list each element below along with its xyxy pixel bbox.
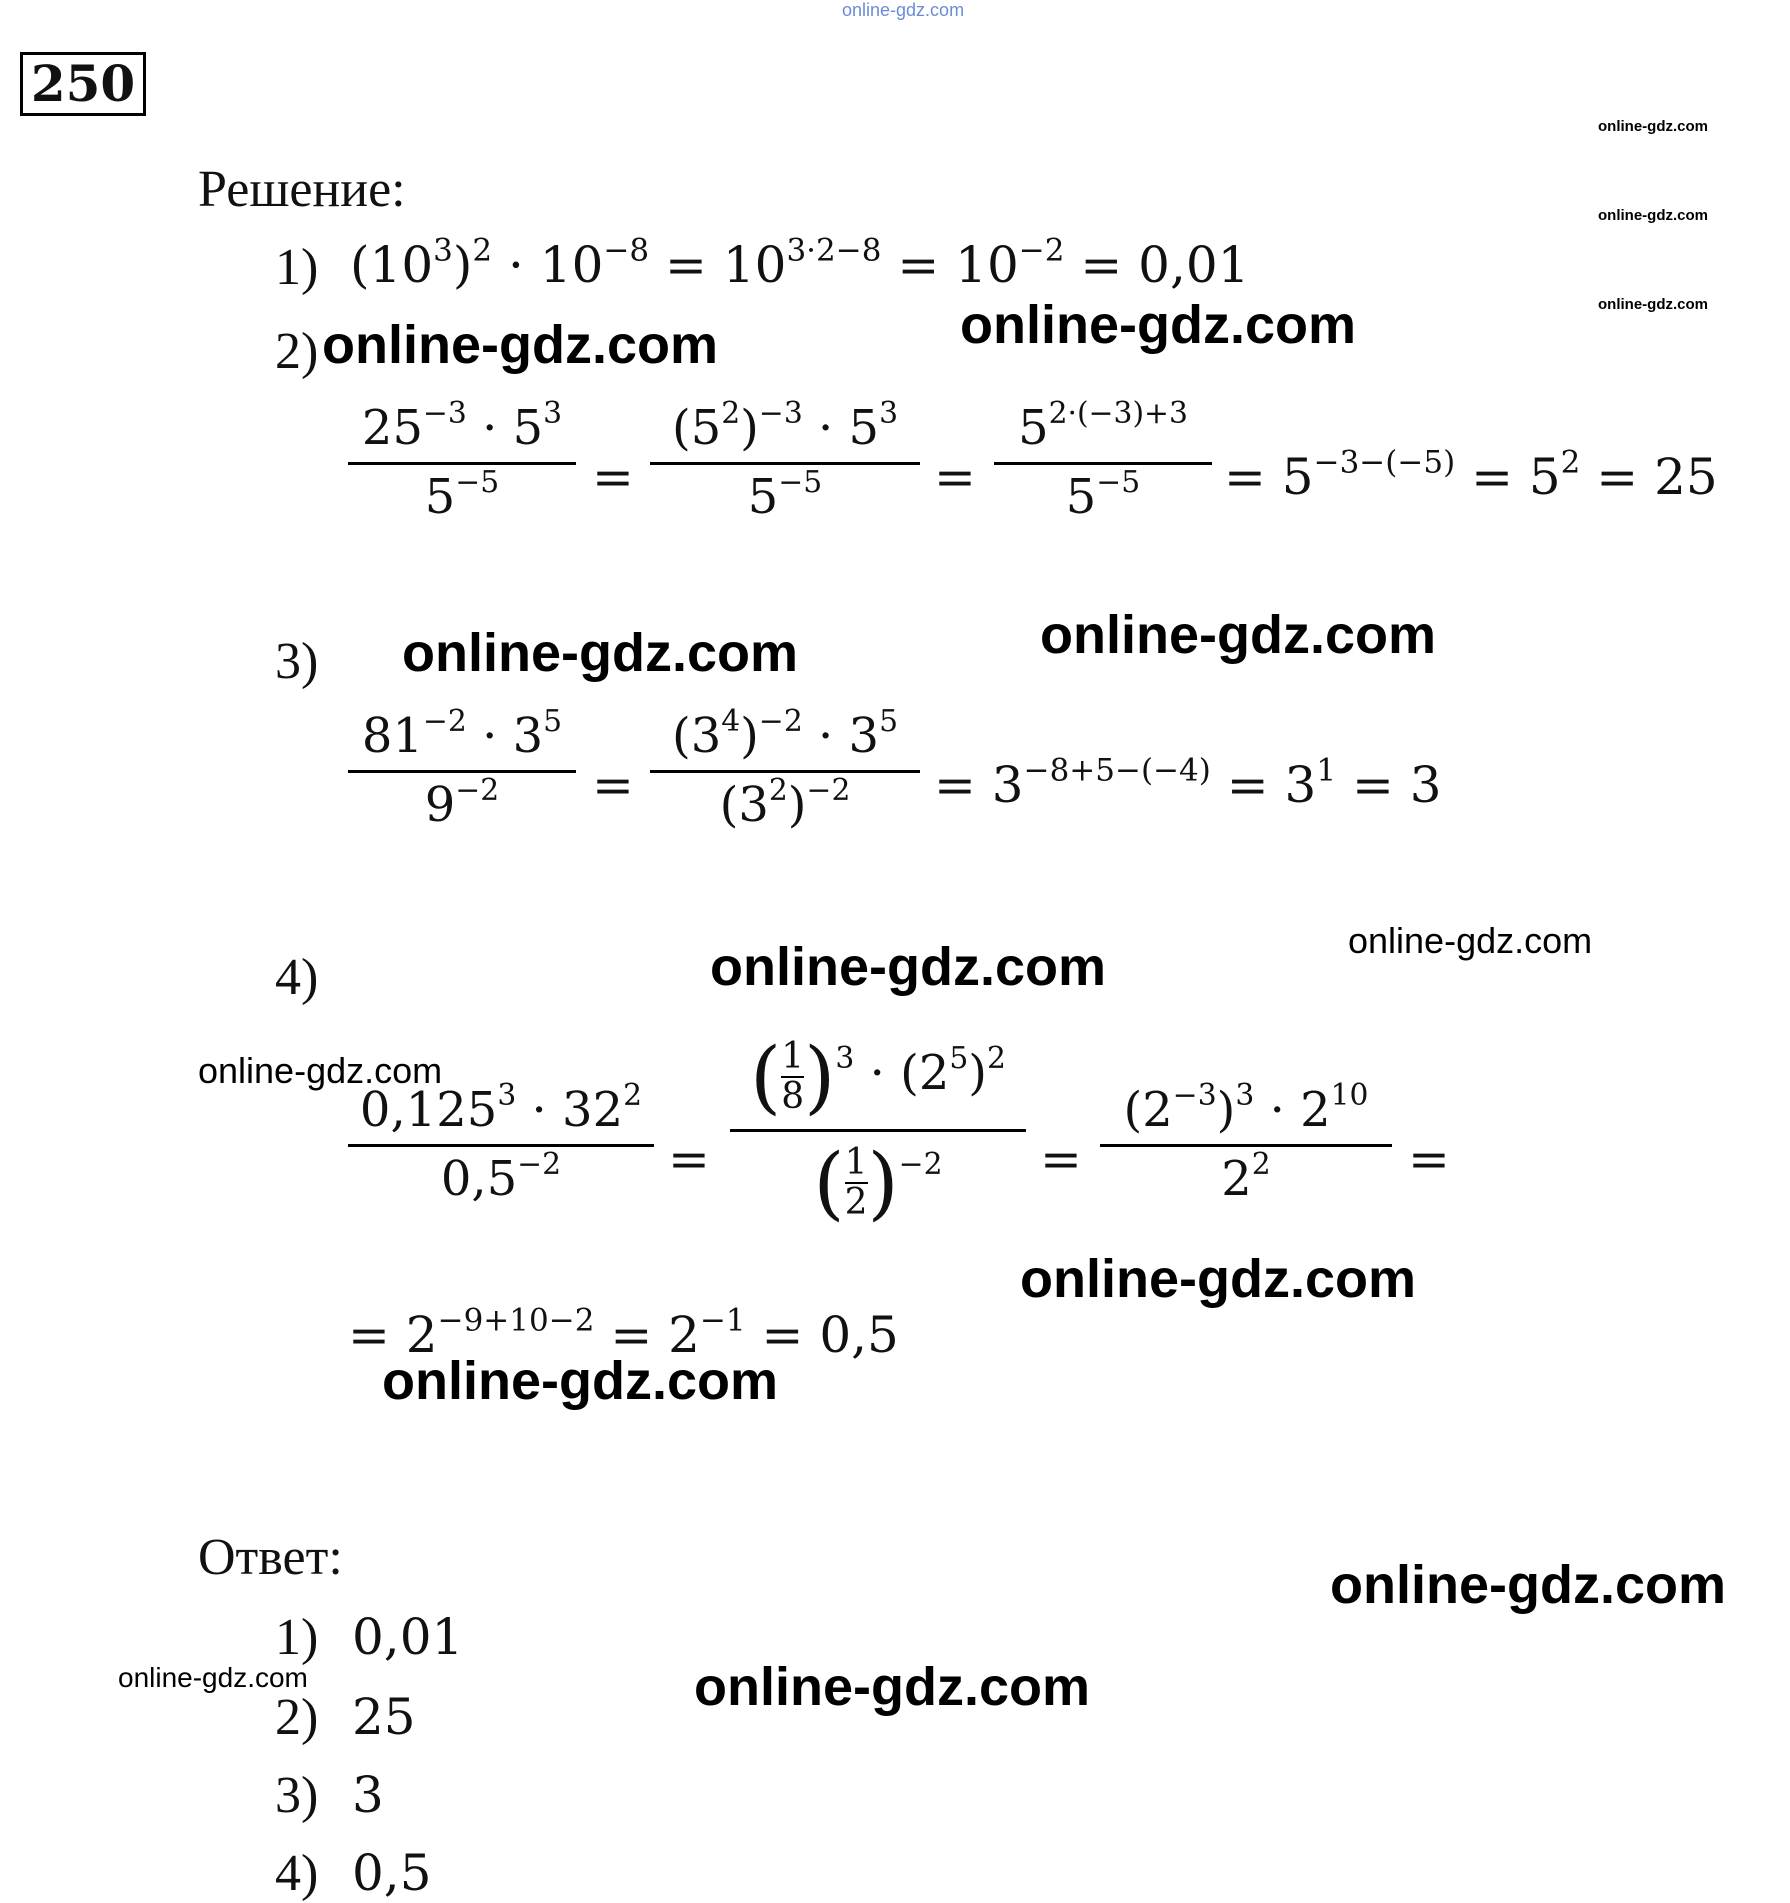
answer-3-label: 3) xyxy=(275,1767,319,1824)
item-2-result: = $5^{-3-(-5)} = 5^2 = 25$ xyxy=(1224,444,1718,506)
watermark: online-gdz.com xyxy=(710,937,1106,997)
watermark: online-gdz.com xyxy=(198,1050,443,1091)
item-4-fraction-1: $0,125^3 \cdot 32^2$ $0,5^{-2}$ xyxy=(348,1082,654,1207)
item-2-fraction-1: $25^{-3} \cdot 5^3$ $5^{-5}$ xyxy=(348,400,576,525)
item-4-fraction-3: $(2^{-3})^3 \cdot 2^{10}$ $2^2$ xyxy=(1100,1082,1392,1207)
item-3-fraction-1: $81^{-2} \cdot 3^5$ $9^{-2}$ xyxy=(348,708,576,833)
item-4-fraction-2: ( $\frac{1}{8}$ )$^3 \cdot (2^5)^2$ ( $\frac{1}{2}$ )$^{-2}$ xyxy=(730,1030,1026,1229)
answer-4-label: 4) xyxy=(275,1845,319,1902)
top-watermark: online-gdz.com xyxy=(842,0,965,20)
watermark: online-gdz.com xyxy=(1330,1555,1726,1615)
watermark: online-gdz.com xyxy=(1598,207,1708,224)
watermark: online-gdz.com xyxy=(322,315,718,375)
watermark: online-gdz.com xyxy=(960,295,1356,355)
item-1-expression: $(10^3)^2 \cdot 10^{-8} = 10^{3\cdot 2-8} = 10^{-2} = 0,01$ xyxy=(350,232,1250,294)
watermark: online-gdz.com xyxy=(1040,605,1436,665)
item-4-label: 4) xyxy=(275,949,319,1006)
watermark: online-gdz.com xyxy=(694,1657,1090,1717)
item-2-fraction-2: $(5^2)^{-3} \cdot 5^3$ $5^{-5}$ xyxy=(650,400,920,525)
watermark: online-gdz.com xyxy=(402,623,798,683)
watermark: online-gdz.com xyxy=(1598,118,1708,135)
item-3-result: = $3^{-8+5-(-4)} = 3^1 = 3$ xyxy=(934,752,1442,814)
equals-sign: = xyxy=(1040,1130,1082,1188)
item-1-label: 1) xyxy=(275,239,319,296)
watermark: online-gdz.com xyxy=(118,1662,308,1693)
watermark: online-gdz.com xyxy=(1598,296,1708,313)
watermark: online-gdz.com xyxy=(1348,920,1593,961)
equals-sign: = xyxy=(934,448,976,506)
watermark: online-gdz.com xyxy=(1020,1249,1416,1309)
equals-sign: = xyxy=(1408,1130,1450,1188)
answer-2-label: 2) xyxy=(275,1689,319,1746)
solution-heading: Решение: xyxy=(198,161,406,218)
answer-1-label: 1) xyxy=(275,1609,319,1666)
answer-2-value: 25 xyxy=(352,1688,416,1746)
item-2-fraction-3: $5^{2\cdot(-3)+3}$ $5^{-5}$ xyxy=(994,400,1212,525)
equals-sign: = xyxy=(668,1130,710,1188)
problem-number: 250 xyxy=(20,52,146,116)
item-3-fraction-2: $(3^4)^{-2} \cdot 3^5$ $(3^2)^{-2}$ xyxy=(650,708,920,833)
equals-sign: = xyxy=(592,448,634,506)
item-4-result: = $2^{-9+10-2} = 2^{-1} = 0,5$ xyxy=(348,1302,899,1364)
answer-heading: Ответ: xyxy=(198,1529,343,1586)
watermark: online-gdz.com xyxy=(382,1351,778,1411)
item-2-label: 2) xyxy=(275,323,319,380)
answer-3-value: 3 xyxy=(352,1766,384,1824)
item-3-label: 3) xyxy=(275,633,319,690)
equals-sign: = xyxy=(592,756,634,814)
answer-4-value: 0,5 xyxy=(352,1844,432,1902)
answer-1-value: 0,01 xyxy=(352,1608,464,1666)
